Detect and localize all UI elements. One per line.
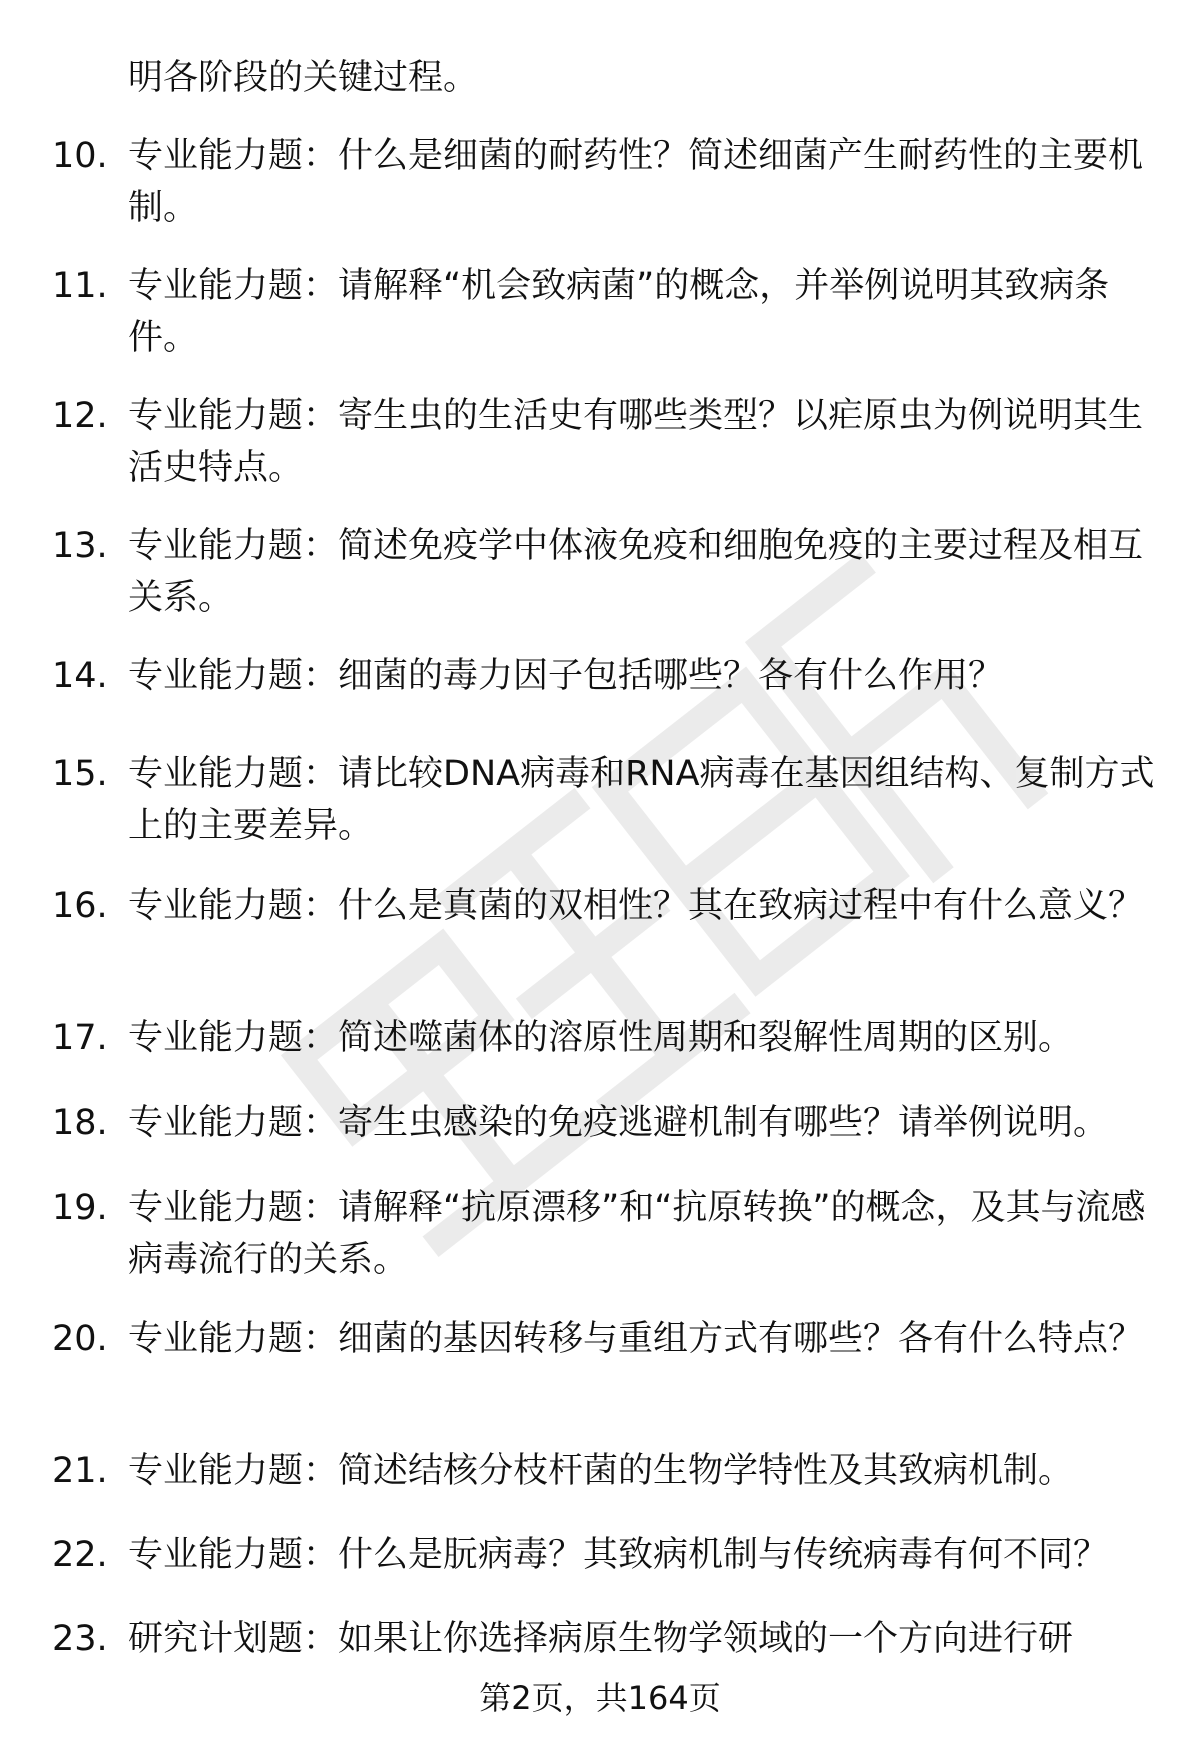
question-text: 研究计划题：如果让你选择病原生物学领域的一个方向进行研 [128, 1619, 1074, 1659]
question-number: 20. [52, 1319, 108, 1359]
question-number: 21. [52, 1451, 108, 1491]
question-number: 15. [52, 754, 108, 794]
question-text: 专业能力题：请解释“机会致病菌”的概念，并举例说明其致病条件。 [128, 266, 1110, 358]
continuation-text: 明各阶段的关键过程。 [128, 58, 479, 98]
question-number: 10. [52, 136, 108, 176]
question-text: 专业能力题：请解释“抗原漂移”和“抗原转换”的概念，及其与流感病毒流行的关系。 [128, 1188, 1146, 1280]
question-number: 11. [52, 266, 108, 306]
question-text: 专业能力题：简述免疫学中体液免疫和细胞免疫的主要过程及相互关系。 [128, 526, 1144, 618]
page-footer: 第2页，共164页 [479, 1679, 721, 1717]
question-text: 专业能力题：细菌的毒力因子包括哪些？各有什么作用？ [128, 656, 1004, 696]
question-text: 专业能力题：简述结核分枝杆菌的生物学特性及其致病机制。 [128, 1451, 1074, 1491]
question-number: 18. [52, 1103, 108, 1143]
question-number: 12. [52, 396, 108, 436]
question-number: 17. [52, 1018, 108, 1058]
question-text: 专业能力题：什么是真菌的双相性？其在致病过程中有什么意义？ [128, 886, 1144, 926]
question-text: 专业能力题：请比较DNA病毒和RNA病毒在基因组结构、复制方式上的主要差异。 [128, 754, 1155, 846]
question-text: 专业能力题：什么是细菌的耐药性？简述细菌产生耐药性的主要机制。 [128, 136, 1144, 228]
question-number: 14. [52, 656, 108, 696]
question-text: 专业能力题：寄生虫感染的免疫逃避机制有哪些？请举例说明。 [128, 1103, 1109, 1143]
question-text: 专业能力题：什么是朊病毒？其致病机制与传统病毒有何不同？ [128, 1535, 1109, 1575]
question-text: 专业能力题：寄生虫的生活史有哪些类型？以疟原虫为例说明其生活史特点。 [128, 396, 1144, 488]
question-text: 专业能力题：细菌的基因转移与重组方式有哪些？各有什么特点？ [128, 1319, 1144, 1359]
question-text: 专业能力题：简述噬菌体的溶原性周期和裂解性周期的区别。 [128, 1018, 1074, 1058]
question-number: 23. [52, 1619, 108, 1659]
question-number: 19. [52, 1188, 108, 1228]
question-number: 16. [52, 886, 108, 926]
question-number: 22. [52, 1535, 108, 1575]
question-number: 13. [52, 526, 108, 566]
